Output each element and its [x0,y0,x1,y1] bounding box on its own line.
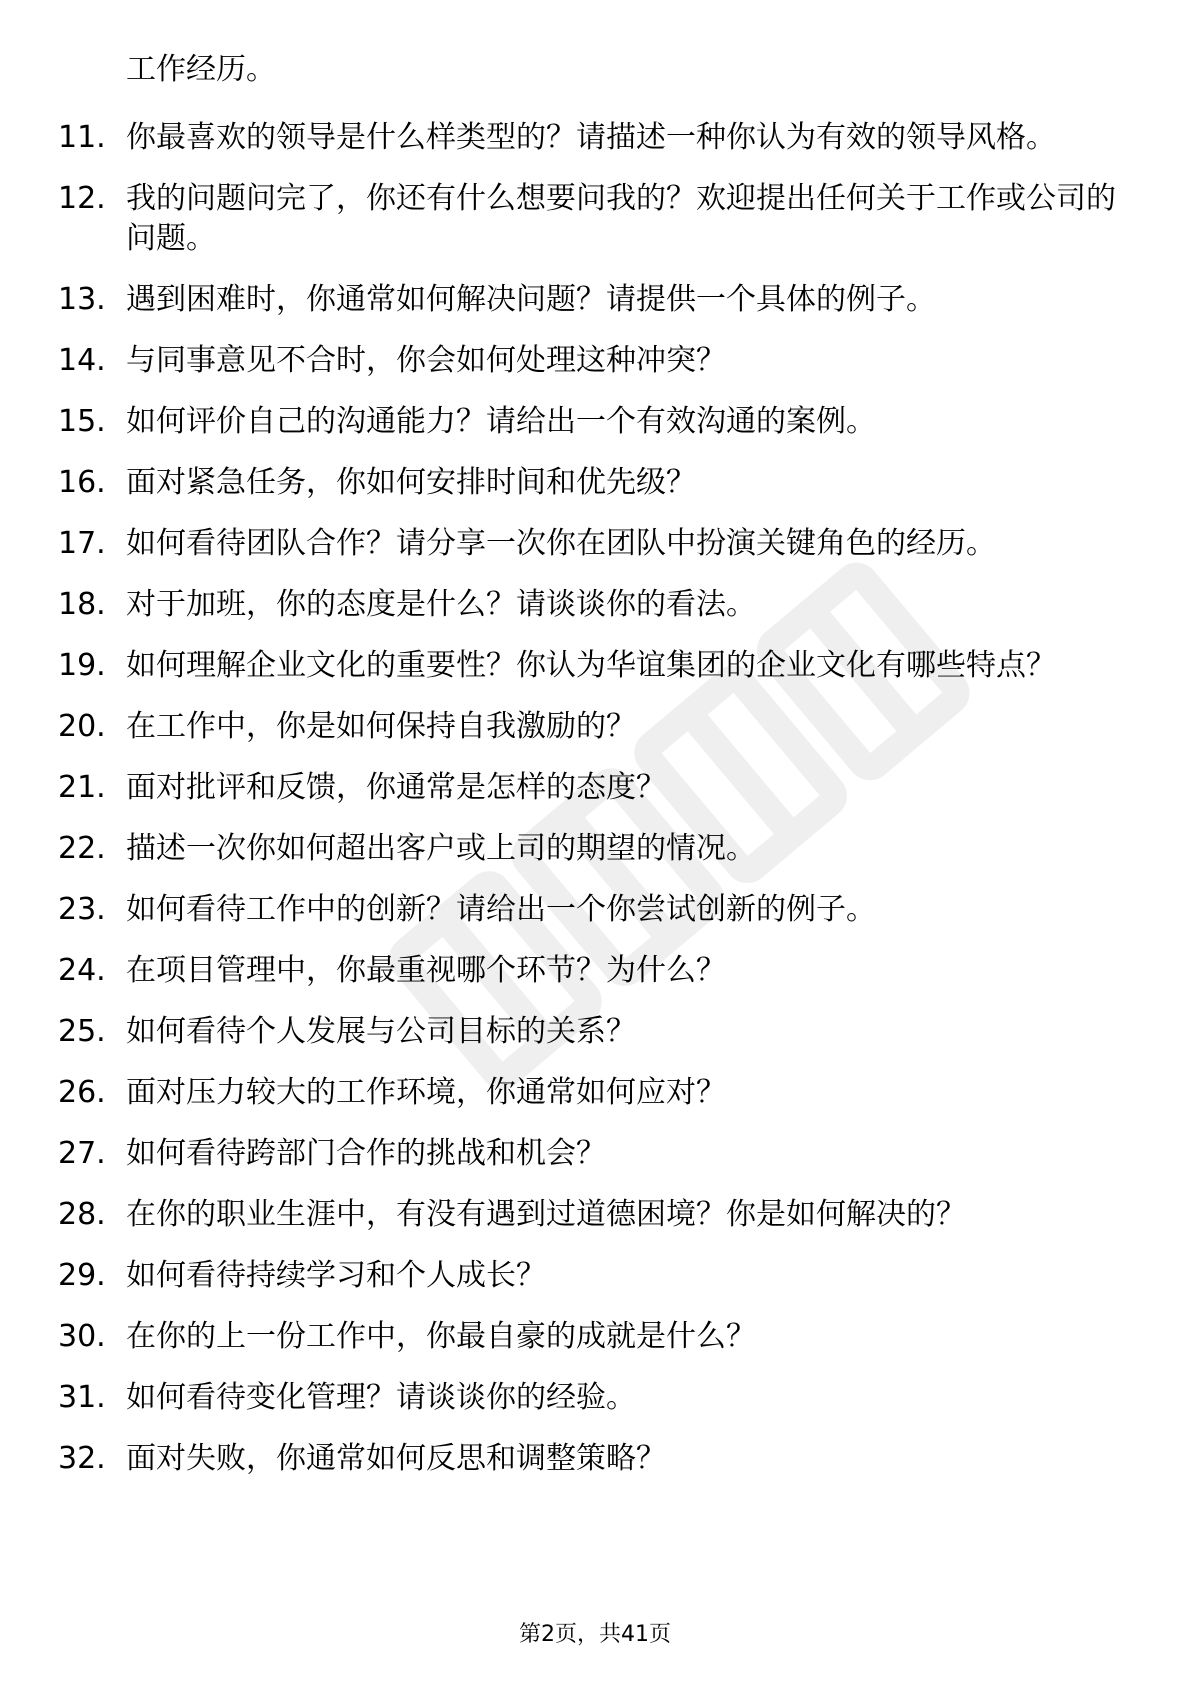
question-text: 如何看待工作中的创新？请给出一个你尝试创新的例子。 [126,892,876,927]
question-number: 21. [58,770,106,805]
question-item [0,1134,1116,1174]
question-number: 17. [58,526,106,561]
question-number: 26. [58,1075,106,1110]
question-number: 30. [58,1319,106,1354]
question-item [0,585,1116,625]
question-number: 11. [58,120,106,155]
question-item [0,1439,1116,1479]
question-number: 18. [58,587,106,622]
question-text: 在项目管理中，你最重视哪个环节？为什么？ [126,953,726,988]
question-number: 29. [58,1258,106,1293]
question-number: 16. [58,465,106,500]
question-text: 我的问题问完了，你还有什么想要问我的？欢迎提出任何关于工作或公司的问题。 [126,181,1116,256]
question-text: 如何看待个人发展与公司目标的关系？ [126,1014,636,1049]
question-text: 如何看待团队合作？请分享一次你在团队中扮演关键角色的经历。 [126,526,996,561]
question-text: 面对失败，你通常如何反思和调整策略？ [126,1441,666,1476]
question-text: 描述一次你如何超出客户或上司的期望的情况。 [126,831,756,866]
question-number: 20. [58,709,106,744]
question-text: 在你的上一份工作中，你最自豪的成就是什么？ [126,1319,756,1354]
question-text: 如何看待跨部门合作的挑战和机会？ [126,1136,606,1171]
question-item [0,890,1116,930]
question-item [0,1378,1116,1418]
question-item [0,402,1116,442]
question-text: 如何看待持续学习和个人成长？ [126,1258,546,1293]
question-text: 面对紧急任务，你如何安排时间和优先级？ [126,465,696,500]
question-item [0,1317,1116,1357]
question-item [0,951,1116,991]
question-item [0,1012,1116,1052]
question-number: 13. [58,282,106,317]
page-footer: 第2页，共41页 [519,1622,671,1647]
question-text: 如何评价自己的沟通能力？请给出一个有效沟通的案例。 [126,404,876,439]
question-number: 19. [58,648,106,683]
question-item [0,768,1116,808]
question-number: 12. [58,181,106,216]
question-text: 在你的职业生涯中，有没有遇到过道德困境？你是如何解决的？ [126,1197,966,1232]
question-number: 31. [58,1380,106,1415]
question-text: 对于加班，你的态度是什么？请谈谈你的看法。 [126,587,756,622]
question-item [0,463,1116,503]
question-number: 25. [58,1014,106,1049]
question-number: 27. [58,1136,106,1171]
question-number: 22. [58,831,106,866]
question-number: 23. [58,892,106,927]
question-item [0,280,1116,320]
question-text: 面对压力较大的工作环境，你通常如何应对？ [126,1075,726,1110]
question-text: 面对批评和反馈，你通常是怎样的态度？ [126,770,666,805]
question-number: 15. [58,404,106,439]
question-item [0,118,1116,158]
question-item [0,646,1116,686]
question-item [0,524,1116,564]
question-text: 你最喜欢的领导是什么样类型的？请描述一种你认为有效的领导风格。 [126,120,1056,155]
continuation-text: 工作经历。 [126,52,276,87]
question-text: 如何看待变化管理？请谈谈你的经验。 [126,1380,636,1415]
question-item [0,707,1116,747]
question-number: 24. [58,953,106,988]
question-item [0,179,1116,259]
question-text: 如何理解企业文化的重要性？你认为华谊集团的企业文化有哪些特点？ [126,648,1056,683]
question-item [0,341,1116,381]
question-item [0,1256,1116,1296]
question-number: 28. [58,1197,106,1232]
question-item [0,1195,1116,1235]
question-list [0,118,1190,1500]
question-text: 在工作中，你是如何保持自我激励的？ [126,709,636,744]
question-item [0,1073,1116,1113]
question-text: 与同事意见不合时，你会如何处理这种冲突？ [126,343,726,378]
question-item [0,829,1116,869]
question-number: 32. [58,1441,106,1476]
question-number: 14. [58,343,106,378]
question-text: 遇到困难时，你通常如何解决问题？请提供一个具体的例子。 [126,282,936,317]
